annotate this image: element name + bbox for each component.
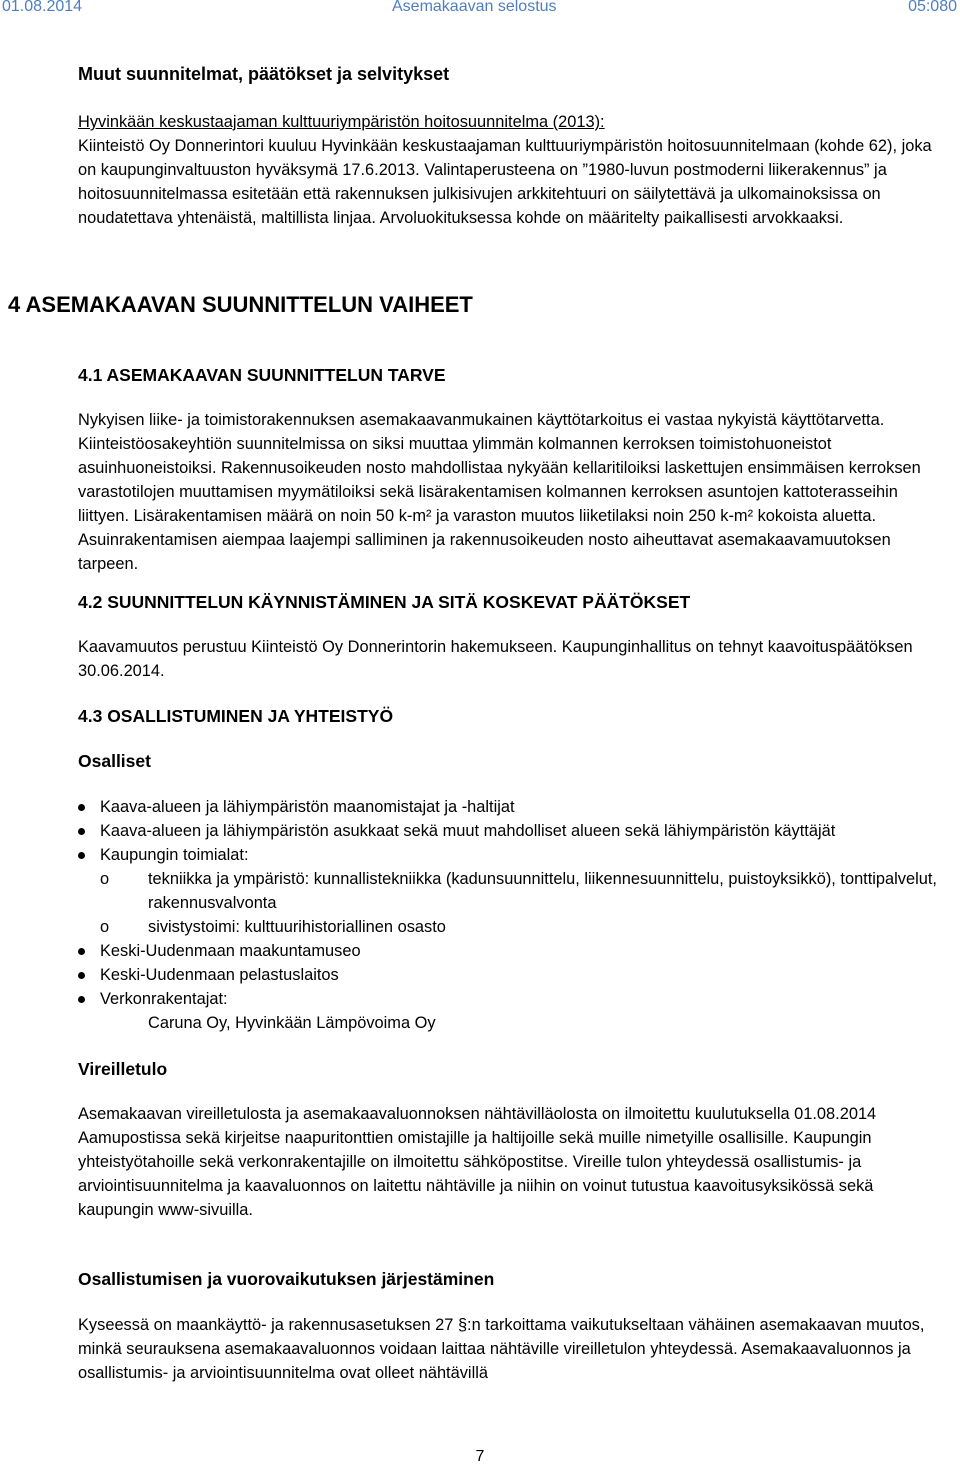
section-4-1-body: Nykyisen liike- ja toimistorakennuksen asemakaavanmukainen käyttötarkoitus ei vastaa nykyistä käyttötarvetta. Kiinteistöosakeyhtiön suunnitelmissa on siksi muuttaa ylimmän kolmannen kerroksen toimistohuoneistot asuinhuoneistoiksi. Rakennusoikeuden nosto mahdollistaa nykyään kellaritiloiksi laskettujen ensimmäisen kerroksen varastotilojen muuttamisen myymätiloiksi sekä lisärakentamisen kolmannen kerroksen asuntojen kattoterasseihin liittyen. Lisärakentamisen määrä on noin 50 k-m² ja varaston muutos liiketilaksi noin 250 k-m² kokoista aluetta. Asuinrakentamisen aiempaa laajempi salliminen ja rakennusoikeuden nosto aiheuttavat asemakaavamuutoksen tarpeen. [78, 411, 921, 573]
circle-bullet: o [100, 918, 110, 936]
list-item [78, 843, 950, 939]
page-header [0, 0, 960, 20]
header-code: 05:080 [908, 0, 957, 15]
sublist-item-text: tekniikka ja ympäristö: kunnallistekniikka (kadunsuunnittelu, liikennesuunnittelu, puistoyksikkö), tonttipalvelut, rakennusvalvonta [148, 870, 937, 912]
section-4-2 [78, 590, 950, 683]
network-builders: Caruna Oy, Hyvinkään Lämpövoima Oy [148, 1014, 436, 1032]
list-item-label: Verkonrakentajat: [100, 990, 228, 1008]
sublist [100, 867, 950, 939]
list-item-label: Kaupungin toimialat: [100, 846, 249, 864]
list-item [78, 987, 950, 1035]
section-4-1 [78, 363, 950, 576]
list-item: Kaava-alueen ja lähiympäristön asukkaat sekä muut mahdolliset alueen sekä lähiympäristön käyttäjät [78, 819, 950, 843]
sublist-item-text: sivistystoimi: kulttuurihistoriallinen osasto [148, 918, 446, 936]
section-4-3-title: 4.3 OSALLISTUMINEN JA YHTEISTYÖ [78, 706, 394, 726]
sublist-item [100, 867, 950, 915]
section-4-3 [78, 704, 950, 1385]
osallistuminen-body: Kyseessä on maankäyttö- ja rakennusasetuksen 27 §:n tarkoittama vaikutukseltaan vähäinen asemakaavan muutos, minkä seurauksena asemakaavaluonnos voidaan laittaa nähtäville vireilletulon yhteydessä. Asemakaavaluonnos ja osallistumis- ja arviointisuunnitelma ovat olleet nähtävillä [78, 1316, 925, 1382]
vireilletulo-body: Asemakaavan vireilletulosta ja asemakaavaluonnoksen nähtävilläolosta on ilmoitettu kuulutuksella 01.08.2014 Aamupostissa sekä kirjeitse naapuritonttien omistajille ja haltijoille sekä muille nimetyille osallisille. Kaupungin yhteistyötahoille sekä verkonrakentajille on ilmoitettu sähköpostitse. Vireille tulon yhteydessä osallistumis- ja arviointisuunnitelma ja kaavaluonnos on laitettu nähtäville ja niihin on voinut tutustua kaavoitusyksikössä sekä kaupungin www-sivuilla. [78, 1105, 877, 1219]
list-item: Keski-Uudenmaan pelastuslaitos [78, 963, 950, 987]
header-date: 01.08.2014 [2, 0, 83, 15]
osalliset-list-block [78, 795, 950, 1035]
section-title-other-plans: Muut suunnitelmat, päätökset ja selvitykset [78, 64, 450, 84]
section-4-1-title: 4.1 ASEMAKAAVAN SUUNNITTELUN TARVE [78, 365, 446, 385]
list-item: Kaava-alueen ja lähiympäristön maanomistajat ja -haltijat [78, 795, 950, 819]
circle-bullet: o [100, 870, 110, 888]
osallistuminen-title: Osallistumisen ja vuorovaikutuksen järjestäminen [78, 1269, 495, 1289]
osalliset-list [78, 795, 950, 1035]
plan-name: Hyvinkään keskustaajaman kulttuuriympäristön hoitosuunnitelma (2013): [78, 113, 605, 131]
chapter-4-title: 4 ASEMAKAAVAN SUUNNITTELUN VAIHEET [8, 292, 473, 317]
section-4-2-body: Kaavamuutos perustuu Kiinteistö Oy Donnerintorin hakemukseen. Kaupunginhallitus on tehnyt kaavoituspäätöksen 30.06.2014. [78, 638, 913, 680]
plan-description: Kiinteistö Oy Donnerintori kuuluu Hyvinkään keskustaajaman kulttuuriympäristön hoitosuunnitelmaan (kohde 62), joka on kaupunginvaltuuston hyväksymä 17.6.2013. Valintaperusteena on ”1980-luvun postmoderni liikerakennus” ja hoitosuunnitelmassa esitetään että rakennuksen julkisivujen arkkitehtuuri on säilytettävä ja ulkomainoksissa on noudatettava yhtenäistä, maltillista linjaa. Arvoluokituksessa kohde on määritelty paikallisesti arvokkaaksi. [78, 137, 932, 227]
osalliset-title: Osalliset [78, 751, 151, 771]
list-item: Keski-Uudenmaan maakuntamuseo [78, 939, 950, 963]
page-number: 7 [475, 1448, 485, 1465]
vireilletulo-title: Vireilletulo [78, 1059, 168, 1079]
other-plans-text [78, 110, 950, 230]
section-4-2-title: 4.2 SUUNNITTELUN KÄYNNISTÄMINEN JA SITÄ KOSKEVAT PÄÄTÖKSET [78, 592, 691, 612]
section-other-plans [78, 62, 950, 230]
header-title: Asemakaavan selostus [392, 0, 557, 15]
sublist-item [100, 915, 950, 939]
